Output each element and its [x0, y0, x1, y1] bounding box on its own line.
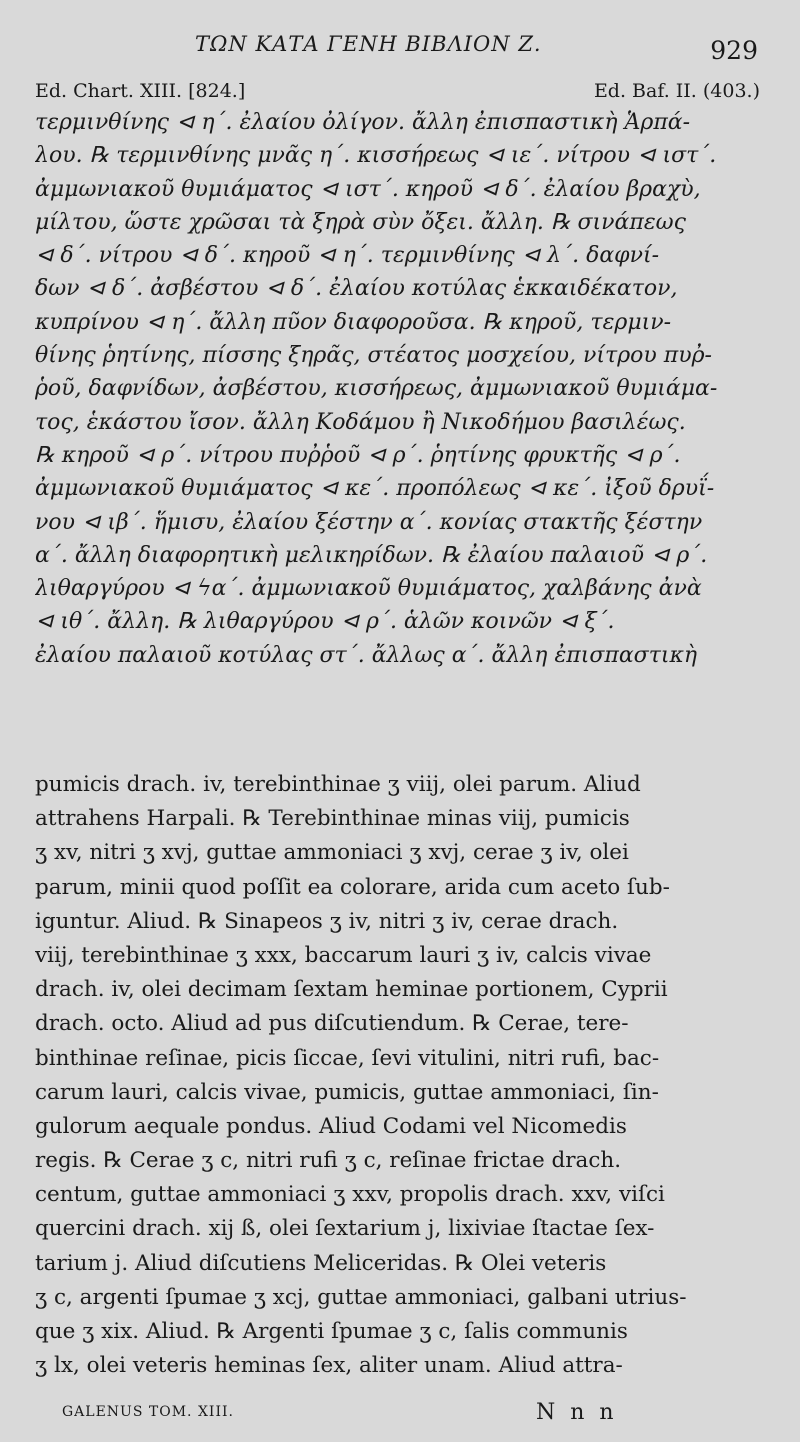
latin-text-line: centum, guttae ammoniaci ʒ xxv, propolis drach. xxv, viſci — [35, 1182, 665, 1208]
greek-text-line: τερμινθίνης ⊲ η΄. ἐλαίου ὀλίγον. ἄλλη ἐπισπαστικὴ Ἁρπά- — [35, 110, 691, 135]
latin-text-line: attrahens Harpali. ℞ Terebinthinae minas viij, pumicis — [35, 806, 630, 832]
greek-text-line: ῥοῦ, δαφνίδων, ἀσβέστου, κισσήρεως, ἀμμωνιακοῦ θυμιάμα- — [35, 376, 718, 402]
latin-text-line: viij, terebinthinae ʒ xxx, baccarum lauri ʒ iv, calcis vivae — [35, 942, 652, 968]
greek-text-line: ⊲ ιθ΄. ἄλλη. ℞ λιθαργύρου ⊲ ρ΄. ἁλῶν κοινῶν ⊲ ξ΄. — [35, 609, 615, 635]
latin-text-line: ʒ c, argenti ſpumae ʒ xcj, guttae ammoniaci, galbani utrius- — [35, 1284, 687, 1310]
greek-text-line: ἀμμωνιακοῦ θυμιάματος ⊲ κε΄. προπόλεως ⊲ κε΄. ἰξοῦ δρυΐ- — [35, 476, 715, 502]
latin-text-line: ʒ xv, nitri ʒ xvj, guttae ammoniaci ʒ xvj, cerae ʒ iv, olei — [35, 840, 629, 866]
signature-label: GALENUS TOM. XIII. — [62, 1404, 234, 1420]
edition-reference-chartier: Ed. Chart. XIII. [824.] — [35, 80, 246, 102]
greek-text-line: λου. ℞ τερμινθίνης μνᾶς η΄. κισσήρεως ⊲ ιε΄. νίτρου ⊲ ιστ΄. — [35, 143, 717, 169]
latin-text-line: ʒ lx, olei veteris heminas ſex, aliter unam. Aliud attra- — [35, 1353, 623, 1379]
greek-text-line: λιθαργύρου ⊲ ϟα΄. ἀμμωνιακοῦ θυμιάματος, χαλβάνης ἀνὰ — [35, 576, 702, 602]
latin-text-line: quercini drach. xij ß, olei ſextarium j, lixiviae ſtactae ſex- — [35, 1216, 655, 1242]
latin-text-line: drach. iv, olei decimam ſextam heminae portionem, Cyprii — [35, 977, 668, 1003]
greek-text-line: ⊲ δ΄. νίτρου ⊲ δ΄. κηροῦ ⊲ η΄. τερμινθίνης ⊲ λ΄. δαφνί- — [35, 243, 660, 269]
latin-text-line: drach. octo. Aliud ad pus diſcutiendum. ℞ Cerae, tere- — [35, 1011, 629, 1037]
signature-footer — [62, 1400, 662, 1428]
greek-text-line: κυπρίνου ⊲ η΄. ἄλλη πῦον διαφοροῦσα. ℞ κηροῦ, τερμιν- — [35, 309, 672, 335]
greek-text-line: ἐλαίου παλαιοῦ κοτύλας στ΄. ἄλλως α΄. ἄλλη ἐπισπαστικὴ — [35, 642, 698, 668]
latin-text-line: parum, minii quod poſſit ea colorare, arida cum aceto ſub- — [35, 874, 670, 900]
greek-text-line: α΄. ἄλλη διαφορητικὴ μελικηρίδων. ℞ ἐλαίου παλαιοῦ ⊲ ρ΄. — [35, 542, 708, 568]
signature-mark: N n n — [536, 1400, 618, 1425]
latin-text-block — [35, 768, 765, 1383]
edition-reference-basel: Ed. Baf. II. (403.) — [593, 80, 760, 102]
latin-text-line: tarium j. Aliud diſcutiens Meliceridas. ℞ Olei veteris — [35, 1250, 607, 1276]
latin-text-line: iguntur. Aliud. ℞ Sinapeos ʒ iv, nitri ʒ iv, cerae drach. — [35, 908, 619, 934]
latin-text-line: pumicis drach. iv, terebinthinae ʒ viij, olei parum. Aliud — [35, 772, 641, 797]
greek-text-line: δων ⊲ δ΄. ἀσβέστου ⊲ δ΄. ἐλαίου κοτύλας ἑκκαιδέκατον, — [35, 276, 678, 302]
edition-references — [35, 80, 760, 106]
greek-text-block — [35, 106, 765, 672]
latin-text-line: carum lauri, calcis vivae, pumicis, guttae ammoniaci, ſin- — [35, 1079, 659, 1105]
latin-text-line: que ʒ xix. Aliud. ℞ Argenti ſpumae ʒ c, ſalis communis — [35, 1319, 628, 1344]
latin-text-line: gulorum aequale pondus. Aliud Codami vel Nicomedis — [35, 1113, 627, 1139]
greek-text-line: ἀμμωνιακοῦ θυμιάματος ⊲ ιστ΄. κηροῦ ⊲ δ΄. ἐλαίου βραχὺ, — [35, 176, 701, 202]
greek-text-line: νου ⊲ ιβ΄. ἥμισυ, ἐλαίου ξέστην α΄. κονίας στακτῆς ξέστην — [35, 509, 703, 535]
page-number: 929 — [710, 36, 758, 65]
running-head — [0, 30, 800, 65]
greek-text-line: τος, ἑκάστου ἴσον. ἄλλη Κοδάμου ἢ Νικοδήμου βασιλέως. — [35, 409, 686, 435]
latin-text-line: regis. ℞ Cerae ʒ c, nitri rufi ʒ c, reſinae frictae drach. — [35, 1148, 622, 1174]
greek-text-line: ℞ κηροῦ ⊲ ρ΄. νίτρου πυῤῥοῦ ⊲ ρ΄. ῥητίνης φρυκτῆς ⊲ ρ΄. — [35, 442, 681, 468]
greek-text-line: μίλτου, ὥστε χρῶσαι τὰ ξηρὰ σὺν ὄξει. ἄλλη. ℞ σινάπεως — [35, 209, 686, 235]
running-title: ΤΩΝ ΚΑΤΑ ΓΕΝΗ ΒΙΒΛΙΟΝ Ζ. — [195, 32, 542, 56]
greek-text-line: θίνης ῥητίνης, πίσσης ξηρᾶς, στέατος μοσχείου, νίτρου πυῤ- — [35, 343, 712, 369]
latin-text-line: binthinae reſinae, picis ſiccae, ſevi vitulini, nitri rufi, bac- — [35, 1045, 660, 1071]
